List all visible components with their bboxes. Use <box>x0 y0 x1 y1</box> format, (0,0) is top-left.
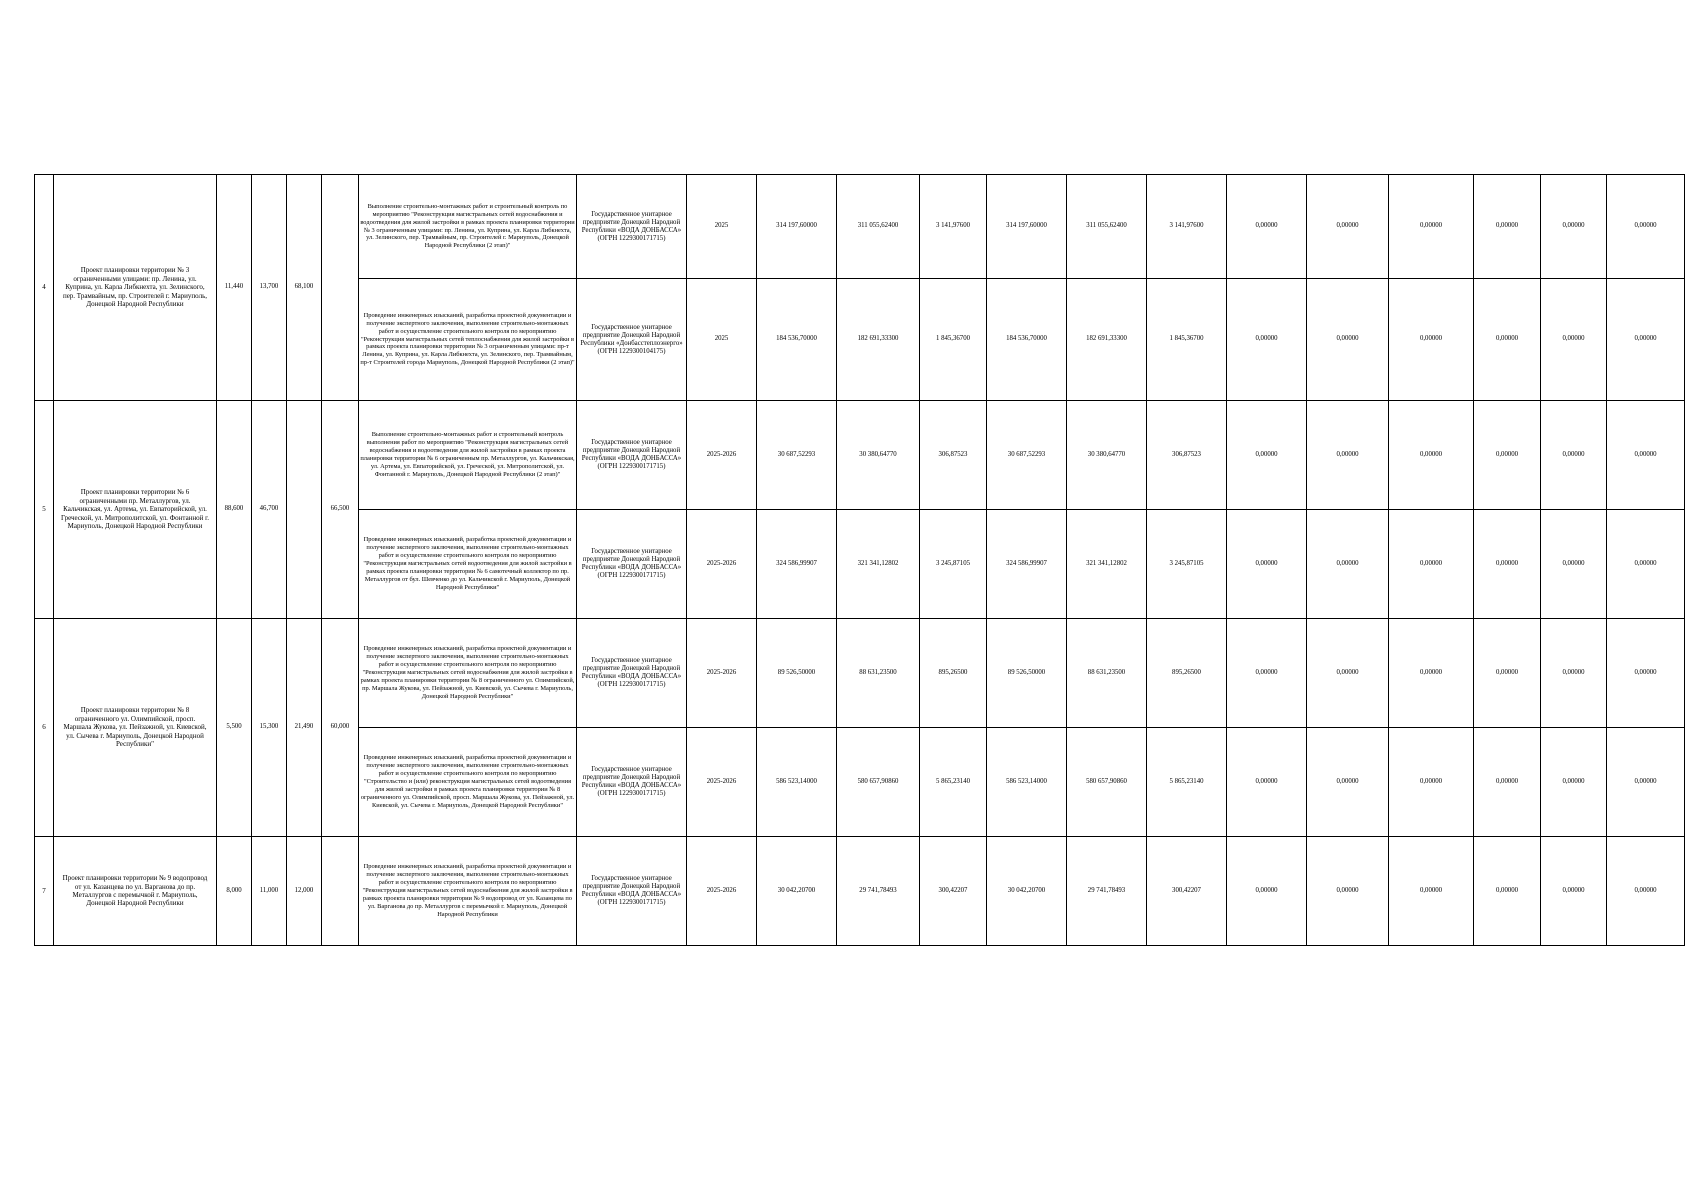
organization-cell: Государственное унитарное предприятие Донецкой Народной Республики «ВОДА ДОНБАССА» (ОГРН 1229300171715) <box>577 401 687 510</box>
amount-cell: 0,00000 <box>1307 837 1389 946</box>
amount-cell: 0,00000 <box>1227 510 1307 619</box>
amount-cell: 0,00000 <box>1541 401 1607 510</box>
amount-cell: 0,00000 <box>1541 175 1607 279</box>
amount-cell: 0,00000 <box>1474 510 1541 619</box>
amount-cell: 30 380,64770 <box>837 401 920 510</box>
amount-cell: 0,00000 <box>1474 728 1541 837</box>
amount-cell: 0,00000 <box>1541 728 1607 837</box>
amount-cell: 0,00000 <box>1307 279 1389 401</box>
organization-cell: Государственное унитарное предприятие Донецкой Народной Республики «ВОДА ДОНБАССА» (ОГРН 1229300171715) <box>577 837 687 946</box>
capacity-limit-cell: 5,500 <box>217 619 252 837</box>
amount-cell: 0,00000 <box>1474 175 1541 279</box>
capacity-limit-cell: 8,000 <box>217 837 252 946</box>
period-cell: 2025-2026 <box>687 401 757 510</box>
amount-cell: 184 536,70000 <box>987 279 1067 401</box>
amount-cell: 300,42207 <box>1147 837 1227 946</box>
amount-cell: 5 865,23140 <box>1147 728 1227 837</box>
amount-cell: 324 586,99907 <box>987 510 1067 619</box>
work-description-cell: Проведение инженерных изысканий, разработка проектной документации и получение экспертного заключения, выполнение строительно-монтажных работ и осуществление строительного контроля по мероприятию "Строительство и (или) реконструкция магистральных сетей водоотведения для жилой застройки в рамках проекта планировки территории № 8 ограниченного ул. Олимпийской, просп. Маршала Жукова, ул. Пейзажной, ул. Киевской, ул. Сычева г. Мариуполь, Донецкой Народной Республики" <box>359 728 577 837</box>
organization-cell: Государственное унитарное предприятие Донецкой Народной Республики «ВОДА ДОНБАССА» (ОГРН 1229300171715) <box>577 728 687 837</box>
capacity-limit-cell: 60,000 <box>322 619 359 837</box>
amount-cell: 300,42207 <box>920 837 987 946</box>
work-description-cell: Выполнение строительно-монтажных работ и строительный контроль по мероприятию "Реконструкция магистральных сетей водоснабжения и водоотведения для жилой застройки в рамках проекта планировки территории № 3 ограниченным улицами: пр. Ленина, ул. Куприна, ул. Карла Либкнехта, ул. Зелинского, пер. Трамвайным, пр. Строителей г. Мариуполь, Донецкой Народной Республики (2 этап)" <box>359 175 577 279</box>
program-table <box>34 174 1685 946</box>
row-number-cell: 5 <box>35 401 54 619</box>
amount-cell: 3 141,97600 <box>920 175 987 279</box>
amount-cell: 0,00000 <box>1607 175 1685 279</box>
amount-cell: 0,00000 <box>1389 837 1474 946</box>
amount-cell: 0,00000 <box>1389 728 1474 837</box>
amount-cell: 0,00000 <box>1389 510 1474 619</box>
period-cell: 2025-2026 <box>687 619 757 728</box>
amount-cell: 306,87523 <box>920 401 987 510</box>
project-name-cell: Проект планировки территории № 6 ограниченными пр. Металлургов, ул. Кальчикская, ул. Артема, ул. Евпаторийской, ул. Греческой, ул. Митрополитской, ул. Фонтанной г. Мариуполь, Донецкой Народной Республики <box>54 401 217 619</box>
amount-cell: 0,00000 <box>1607 510 1685 619</box>
amount-cell: 306,87523 <box>1147 401 1227 510</box>
row-number-cell: 4 <box>35 175 54 401</box>
amount-cell: 0,00000 <box>1541 619 1607 728</box>
amount-cell: 321 341,12802 <box>837 510 920 619</box>
amount-cell: 0,00000 <box>1227 279 1307 401</box>
amount-cell: 314 197,60000 <box>757 175 837 279</box>
capacity-limit-cell: 13,700 <box>252 175 287 401</box>
capacity-limit-cell: 11,000 <box>252 837 287 946</box>
amount-cell: 0,00000 <box>1307 728 1389 837</box>
amount-cell: 88 631,23500 <box>837 619 920 728</box>
amount-cell: 0,00000 <box>1607 401 1685 510</box>
amount-cell: 0,00000 <box>1607 619 1685 728</box>
amount-cell: 0,00000 <box>1389 175 1474 279</box>
table-row <box>35 175 1685 279</box>
capacity-limit-cell: 66,500 <box>322 401 359 619</box>
amount-cell: 0,00000 <box>1307 510 1389 619</box>
work-description-cell: Выполнение строительно-монтажных работ и строительный контроль выполнения работ по мероприятию "Реконструкция магистральных сетей водоснабжения и водоотведения для жилой застройки в рамках проекта планировки территории № 6 ограниченным пр. Металлургов, ул. Кальчикская, ул. Артема, ул. Евпаторийской, ул. Греческой, ул. Митрополитской, ул. Фонтанной г. Мариуполь, Донецкой Народной Республики (2 этап)" <box>359 401 577 510</box>
capacity-limit-cell: 15,300 <box>252 619 287 837</box>
row-number-cell: 7 <box>35 837 54 946</box>
amount-cell: 311 055,62400 <box>837 175 920 279</box>
amount-cell: 586 523,14000 <box>987 728 1067 837</box>
work-description-cell: Проведение инженерных изысканий, разработка проектной документации и получение экспертного заключения, выполнение строительно-монтажных работ и осуществление строительного контроля по мероприятию "Реконструкция магистральных сетей водоотведения для жилой застройки в рамках проекта планировки территории № 6 самотечный коллектор по пр. Металлургов от бул. Шевченко до ул. Кальчикской г. Мариуполь, Донецкой Народной Республики" <box>359 510 577 619</box>
amount-cell: 29 741,78493 <box>1067 837 1147 946</box>
amount-cell: 30 687,52293 <box>757 401 837 510</box>
amount-cell: 184 536,70000 <box>757 279 837 401</box>
amount-cell: 314 197,60000 <box>987 175 1067 279</box>
organization-cell: Государственное унитарное предприятие Донецкой Народной Республики «ВОДА ДОНБАССА» (ОГРН 1229300171715) <box>577 175 687 279</box>
amount-cell: 3 245,87105 <box>1147 510 1227 619</box>
amount-cell: 580 657,90860 <box>1067 728 1147 837</box>
organization-cell: Государственное унитарное предприятие Донецкой Народной Республики «ВОДА ДОНБАССА» (ОГРН 1229300171715) <box>577 619 687 728</box>
capacity-limit-cell: 88,600 <box>217 401 252 619</box>
amount-cell: 311 055,62400 <box>1067 175 1147 279</box>
work-description-cell: Проведение инженерных изысканий, разработка проектной документации и получение экспертного заключения, выполнение строительно-монтажных работ и осуществление строительного контроля по мероприятию "Реконструкция магистральных сетей теплоснабжения для жилой застройки в рамках проекта планировки территории № 3 ограниченным улицами: пр-т Ленина, ул. Куприна, ул. Карла Либкнехта, ул. Зелинского, пер. Трамвайным, пр-т Строителей города Мариуполь, Донецкой Народной Республики (2 этап)" <box>359 279 577 401</box>
amount-cell: 0,00000 <box>1227 837 1307 946</box>
period-cell: 2025-2026 <box>687 510 757 619</box>
amount-cell: 586 523,14000 <box>757 728 837 837</box>
period-cell: 2025 <box>687 279 757 401</box>
amount-cell: 0,00000 <box>1389 279 1474 401</box>
amount-cell: 0,00000 <box>1227 175 1307 279</box>
amount-cell: 321 341,12802 <box>1067 510 1147 619</box>
row-number-cell: 6 <box>35 619 54 837</box>
amount-cell: 5 865,23140 <box>920 728 987 837</box>
amount-cell: 182 691,33300 <box>837 279 920 401</box>
work-description-cell: Проведение инженерных изысканий, разработка проектной документации и получение экспертного заключения, выполнение строительно-монтажных работ и осуществление строительного контроля по мероприятию "Реконструкция магистральных сетей водоснабжения для жилой застройки в рамках проекта планировки территории № 8 ограниченного ул. Олимпийской, пр. Маршала Жукова, ул. Пейзажной, ул. Киевской, ул. Сычева г. Мариуполь, Донецкой Народной Республики" <box>359 619 577 728</box>
amount-cell: 3 141,97600 <box>1147 175 1227 279</box>
amount-cell: 0,00000 <box>1227 619 1307 728</box>
amount-cell: 0,00000 <box>1541 510 1607 619</box>
capacity-limit-cell: 68,100 <box>287 175 322 401</box>
amount-cell: 0,00000 <box>1307 401 1389 510</box>
period-cell: 2025-2026 <box>687 728 757 837</box>
project-name-cell: Проект планировки территории № 8 ограниченного ул. Олимпийской, просп. Маршала Жукова, ул. Пейзажной, ул. Киевской, ул. Сычева г. Мариуполь, Донецкой Народной Республики" <box>54 619 217 837</box>
amount-cell: 88 631,23500 <box>1067 619 1147 728</box>
amount-cell: 29 741,78493 <box>837 837 920 946</box>
amount-cell: 0,00000 <box>1607 728 1685 837</box>
amount-cell: 0,00000 <box>1307 175 1389 279</box>
period-cell: 2025 <box>687 175 757 279</box>
amount-cell: 0,00000 <box>1474 401 1541 510</box>
amount-cell: 30 687,52293 <box>987 401 1067 510</box>
amount-cell: 1 845,36700 <box>1147 279 1227 401</box>
amount-cell: 30 380,64770 <box>1067 401 1147 510</box>
amount-cell: 1 845,36700 <box>920 279 987 401</box>
amount-cell: 0,00000 <box>1307 619 1389 728</box>
capacity-limit-cell <box>287 401 322 619</box>
capacity-limit-cell: 46,700 <box>252 401 287 619</box>
table-row <box>35 401 1685 510</box>
capacity-limit-cell <box>322 175 359 401</box>
period-cell: 2025-2026 <box>687 837 757 946</box>
capacity-limit-cell: 12,000 <box>287 837 322 946</box>
amount-cell: 89 526,50000 <box>757 619 837 728</box>
amount-cell: 0,00000 <box>1227 401 1307 510</box>
amount-cell: 0,00000 <box>1474 619 1541 728</box>
amount-cell: 3 245,87105 <box>920 510 987 619</box>
capacity-limit-cell: 21,490 <box>287 619 322 837</box>
amount-cell: 0,00000 <box>1227 728 1307 837</box>
amount-cell: 0,00000 <box>1474 837 1541 946</box>
amount-cell: 0,00000 <box>1541 279 1607 401</box>
amount-cell: 0,00000 <box>1389 619 1474 728</box>
amount-cell: 182 691,33300 <box>1067 279 1147 401</box>
amount-cell: 895,26500 <box>1147 619 1227 728</box>
table-row <box>35 619 1685 728</box>
amount-cell: 0,00000 <box>1474 279 1541 401</box>
project-name-cell: Проект планировки территории № 9 водопровод от ул. Казанцева по ул. Варганова до пр. Металлургов с перемычкой г. Мариуполь, Донецкой Народной Республики <box>54 837 217 946</box>
amount-cell: 89 526,50000 <box>987 619 1067 728</box>
work-description-cell: Проведение инженерных изысканий, разработка проектной документации и получение экспертного заключения, выполнение строительно-монтажных работ и осуществление строительного контроля по мероприятию "Реконструкция магистральных сетей водоснабжения для жилой застройки в рамках проекта планировки территории № 9 водопровод от ул. Казанцева по ул. Варганова до пр. Металлургов с перемычкой г. Мариуполь, Донецкой Народной Республики <box>359 837 577 946</box>
capacity-limit-cell <box>322 837 359 946</box>
amount-cell: 30 042,20700 <box>987 837 1067 946</box>
organization-cell: Государственное унитарное предприятие Донецкой Народной Республики «ВОДА ДОНБАССА» (ОГРН 1229300171715) <box>577 510 687 619</box>
project-name-cell: Проект планировки территории № 3 ограниченными улицами: пр. Ленина, ул. Куприна, ул. Карла Либкнехта, ул. Зелинского, пер. Трамвайным, пр. Строителей г. Мариуполь, Донецкой Народной Республики <box>54 175 217 401</box>
table-row <box>35 837 1685 946</box>
amount-cell: 30 042,20700 <box>757 837 837 946</box>
amount-cell: 0,00000 <box>1607 279 1685 401</box>
amount-cell: 0,00000 <box>1541 837 1607 946</box>
amount-cell: 895,26500 <box>920 619 987 728</box>
capacity-limit-cell: 11,440 <box>217 175 252 401</box>
amount-cell: 324 586,99907 <box>757 510 837 619</box>
organization-cell: Государственное унитарное предприятие Донецкой Народной Республики «Донбасстеплоэнерго» (ОГРН 1229300104175) <box>577 279 687 401</box>
amount-cell: 0,00000 <box>1607 837 1685 946</box>
amount-cell: 0,00000 <box>1389 401 1474 510</box>
amount-cell: 580 657,90860 <box>837 728 920 837</box>
